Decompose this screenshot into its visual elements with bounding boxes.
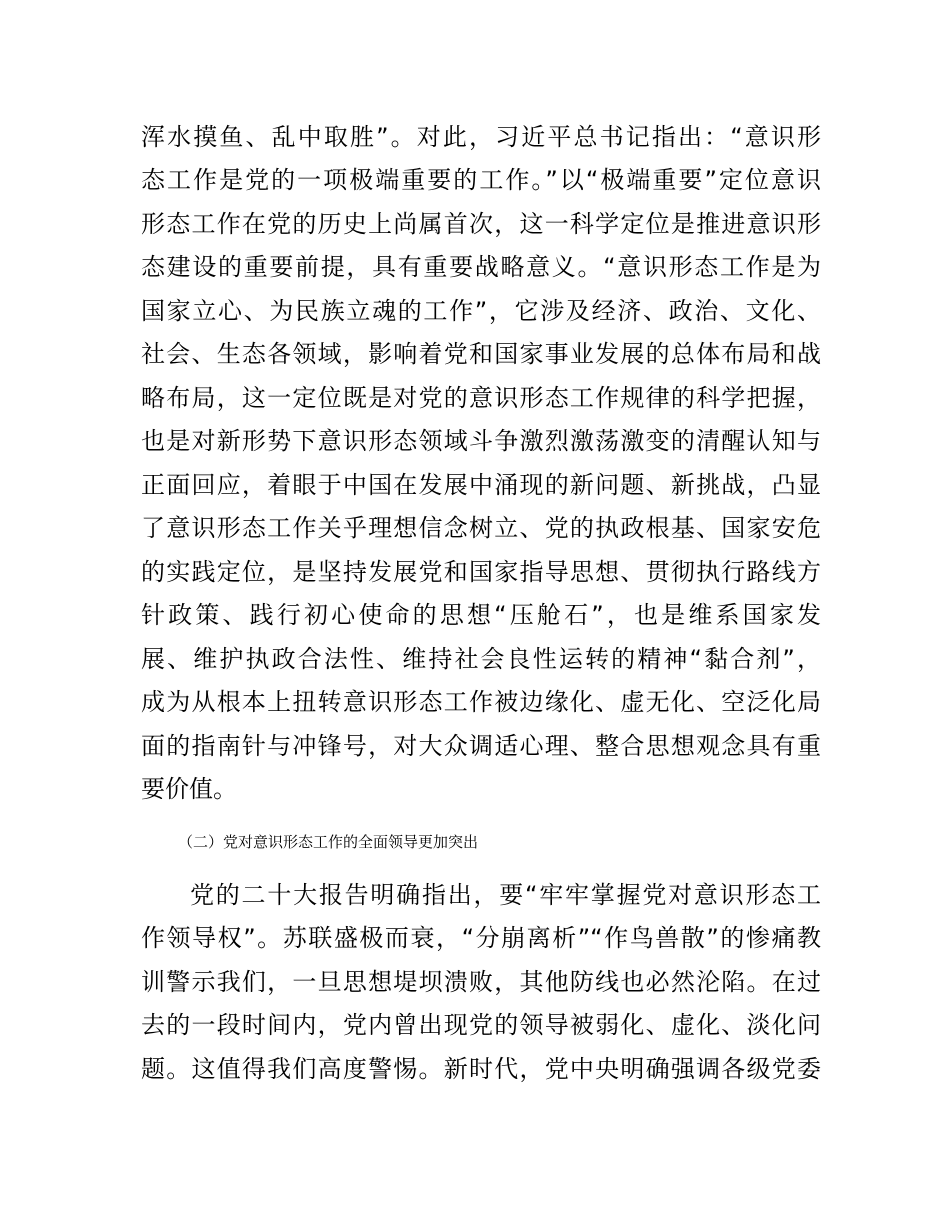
paragraph-1-line: 社会、生态各领域，影响着党和国家事业发展的总体布局和战	[141, 340, 821, 368]
paragraph-2-line: 去的一段时间内，党内曾出现党的领导被弱化、虚化、淡化问	[141, 1011, 821, 1039]
paragraph-1-line: 展、维护执政合法性、维持社会良性运转的精神“黏合剂”，	[141, 645, 821, 673]
paragraph-1-line: 面的指南针与冲锋号，对大众调适心理、整合思想观念具有重	[141, 732, 821, 760]
paragraph-1-line: 略布局，这一定位既是对党的意识形态工作规律的科学把握，	[141, 384, 821, 412]
section-heading: （二）党对意识形态工作的全面领导更加突出	[178, 833, 479, 851]
paragraph-1-line: 态建设的重要前提，具有重要战略意义。“意识形态工作是为	[141, 253, 821, 281]
paragraph-1-line: 浑水摸鱼、乱中取胜”。对此，习近平总书记指出：“意识形	[141, 123, 821, 151]
paragraph-1-line: 了意识形态工作关乎理想信念树立、党的执政根基、国家安危	[141, 514, 821, 542]
paragraph-1-line: 形态工作在党的历史上尚属首次，这一科学定位是推进意识形	[141, 210, 821, 238]
paragraph-1-line: 也是对新形势下意识形态领域斗争激烈激荡激变的清醒认知与	[141, 427, 821, 455]
paragraph-1-line: 针政策、践行初心使命的思想“压舱石”，也是维系国家发	[141, 601, 821, 629]
paragraph-2-line: 题。这值得我们高度警惕。新时代，党中央明确强调各级党委	[141, 1055, 821, 1083]
paragraph-1-line: 要价值。	[141, 775, 237, 803]
paragraph-1-line: 成为从根本上扭转意识形态工作被边缘化、虚无化、空泛化局	[141, 688, 821, 716]
paragraph-1-line: 正面回应，着眼于中国在发展中涌现的新问题、新挑战，凸显	[141, 471, 821, 499]
paragraph-1-line: 态工作是党的一项极端重要的工作。”以“极端重要”定位意识	[141, 166, 821, 194]
paragraph-1-line: 的实践定位，是坚持发展党和国家指导思想、贯彻执行路线方	[141, 558, 821, 586]
paragraph-2-line: 作领导权”。苏联盛极而衰，“分崩离析”“作鸟兽散”的惨痛教	[141, 924, 821, 952]
paragraph-2-line: 训警示我们，一旦思想堤坝溃败，其他防线也必然沦陷。在过	[141, 968, 821, 996]
paragraph-2-line: 党的二十大报告明确指出，要“牢牢掌握党对意识形态工	[190, 881, 821, 909]
paragraph-1-line: 国家立心、为民族立魂的工作”，它涉及经济、政治、文化、	[141, 297, 821, 325]
